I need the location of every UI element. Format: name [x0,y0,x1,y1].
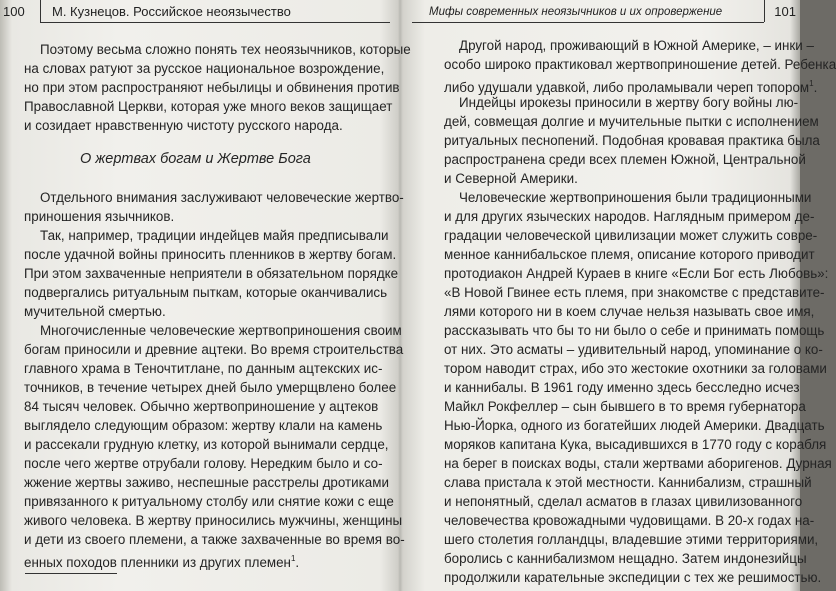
text-line: выглядело следующим образом: жертву клали на камень [24,418,383,433]
text-line: Так, например, традиции индейцев майя предписывали [40,228,389,243]
header-rule [40,22,390,23]
text-line: Многочисленные человеческие жертвоприношения своим [40,323,402,338]
text-line: мучительной смертью. [24,304,166,319]
text-line: после чего жертве отрубали голову. Нередким было и со- [24,456,383,471]
text-line: и Северной Америки. [444,171,578,186]
text-line: от них. Это асматы – удивительный народ, упоминание о ко- [444,342,823,357]
text-line: Индейцы ирокезы приносили в жертву богу войны лю- [459,95,799,110]
text-line: и рассекали грудную клетку, из которой вынимали сердце, [24,437,389,452]
text-line: шего столетия голландцы, владевшие этими территориями, [444,532,819,547]
text-line: Поэтому весьма сложно понять тех неоязычников, которые [40,42,411,57]
text-line: на берег в поисках воды, стали жертвами аборигенов. Дурная [444,456,832,471]
header-divider [40,0,41,22]
left-page [0,0,411,591]
text-line: и каннибалы. В 1961 году именно здесь бесследно исчез [444,380,800,395]
text-line: дей, совмещая долгие и мучительные пытки с исполнением [444,114,819,129]
text-line: особо широко практиковал жертвоприношение детей. Ребенка [444,57,836,72]
text-line: 84 тысяч человек. Обычно жертвоприношение у ацтеков [24,399,379,414]
text-line: живого человека. В жертву приносились мужчины, женщины [24,513,403,528]
text-line: Майкл Рокфеллер – сын бывшего в то время губернатора [444,399,806,414]
running-head: Мифы современных неоязычников и их опровержение [429,6,723,18]
footnote-ref: 1 [290,554,296,563]
text-line: протодиакон Андрей Кураев в книге «Если Бог есть Любовь»: [444,266,829,281]
text-line: либо удушали удавкой, либо проламывали череп топором$^1$. [444,79,818,95]
text-line: боролись с каннибализмом нещадно. Затем индонезийцы [444,551,807,566]
text-line: на словах ратуют за русское национальное возрождение, [24,61,385,76]
text-line: подвергались ритуальным пыткам, которые оканчивались [24,285,388,300]
text-line: привязанного к ритуальному столбу или снятие кожи с еще [24,494,394,509]
running-head: М. Кузнецов. Российское неоязычество [52,4,291,19]
text-line: точников, в течение четырех дней было умерщвлено более [24,380,397,395]
page-number: 100 [3,4,25,19]
footnote-ref: 1 [809,79,814,88]
footnote-rule [25,573,117,574]
text-line: и созидает нравственную чистоту русского народа. [24,118,343,133]
text-line-content: енных походов пленники из других племен [24,555,291,570]
text-line: но при этом распространяют небылицы и обвинения против [24,80,400,95]
text-line: и дети из своего племени, а также захваченные во время во- [24,532,405,547]
text-line: менное каннибальское племя, описание которого приводит [444,247,815,262]
text-line: жжение жертвы заживо, неспешные расстрелы дротиками [24,475,389,490]
text-line: рассказывать что бы то ни было о себе и принимать помощь [444,323,825,338]
text-line: тором наводит страх, ибо это жестокие охотники за головами [444,361,827,376]
text-line: главного храма в Теночтитлане, по данным ацтекских ис- [24,361,383,376]
text-line-content: либо удушали удавкой, либо проламывали череп топором [444,80,810,95]
header-divider [764,0,765,22]
text-line: Православной Церкви, которая уже много веков защищает [24,99,393,114]
text-line: Отдельного внимания заслуживают человеческие жертво- [40,190,404,205]
text-line: продолжили карательные экспедиции с тех же решимостью. [444,570,822,585]
text-line: моряков капитана Кука, высадившихся в 1770 году с корабля [444,437,827,452]
section-heading: О жертвах богам и Жертве Бога [80,151,311,167]
text-line: «В Новой Гвинее есть племя, при знакомстве с представите- [444,285,825,300]
text-line: после удачной войны приносить пленников в жертву богам. [24,247,397,262]
text-line: человечества кровожадными чудовищами. В 20-х годах на- [444,513,815,528]
header-rule [412,22,764,23]
text-line: лями которого ни в коем случае нельзя называть свое имя, [444,304,815,319]
text-line: ритуальных песнопений. Подобная кровавая практика была [444,133,820,148]
page-number: 101 [774,4,796,19]
text-line: Человеческие жертвоприношения были традиционными [459,190,812,205]
text-line: богам приносили и древние ацтеки. Во время строительства [24,342,404,357]
text-line: и для других языческих народов. Наглядным примером де- [444,209,815,224]
text-line: градации человеческой цивилизации может служить совре- [444,228,818,243]
text-line: Другой народ, проживающий в Южной Америке, – инки – [459,38,814,53]
text-line: енных походов пленники из других племен$^1$. [24,554,300,570]
text-line: и непонятный, сделал асматов в глазах цивилизованного [444,494,803,509]
text-line: При этом захваченные неприятели в обязательном порядке [24,266,399,281]
text-line: слава пристала к этой местности. Каннибализм, страшный [444,475,812,490]
text-line: приношения язычников. [24,209,175,224]
text-line: Нью-Йорка, одного из богатейших людей Америки. Двадцать [444,418,825,433]
right-page [400,0,836,591]
text-line: распространена среди всех племен Южной, Центральной [444,152,806,167]
